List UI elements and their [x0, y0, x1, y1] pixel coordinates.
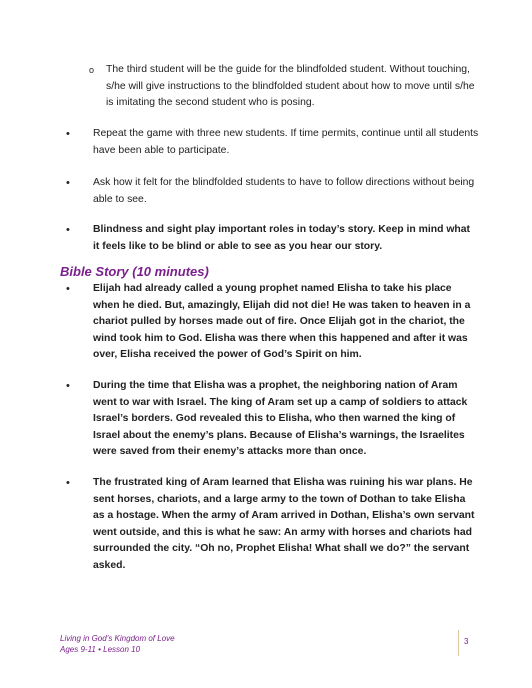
- bullet-icon: •: [66, 283, 70, 295]
- story-item-text: During the time that Elisha was a prophet, the neighboring nation of Aram went to war with Israel. The king of Aram set up a camp of soldiers to attack Israel’s borders. God revealed this to Elisha, who then warned the king of Israel about the enemy’s plans. Because of Elisha’s warnings, the Israelites were saved from their enemy’s attacks more than once.: [93, 380, 468, 458]
- story-item: [66, 281, 479, 364]
- bullet-icon: •: [66, 477, 70, 489]
- story-item: [66, 378, 479, 461]
- footer-divider: [458, 630, 459, 656]
- footer-lesson-info: Ages 9-11 • Lesson 10: [60, 645, 141, 654]
- list-item-text: Ask how it felt for the blindfolded students to have to follow directions without being able to see.: [93, 177, 475, 205]
- page-number: 3: [464, 637, 469, 646]
- list-item: [66, 175, 479, 208]
- footer-text: [60, 633, 175, 655]
- sub-item-text: The third student will be the guide for the blindfolded student. Without touching, s/he will give instructions to the blindfolded student about how to move until s/he is imitating the second student who is posing.: [106, 64, 475, 109]
- list-item-text: Repeat the game with three new students. If time permits, continue until all students have been able to participate.: [93, 128, 479, 156]
- list-item-text: Blindness and sight play important roles in today’s story. Keep in mind what it feels like to be blind or able to see as you hear our story.: [93, 224, 471, 252]
- list-item: [66, 126, 479, 159]
- bullet-icon: •: [66, 177, 70, 189]
- bullet-icon: •: [66, 380, 70, 392]
- footer-curriculum-title: Living in God’s Kingdom of Love: [60, 634, 175, 643]
- section-heading: Bible Story (10 minutes): [60, 264, 209, 279]
- sub-list-item: [89, 62, 476, 112]
- story-item-text: Elijah had already called a young prophet named Elisha to take his place when he died. But, amazingly, Elijah did not die! He was taken to heaven in a chariot pulled by horses made out of fire. Once Elijah got in the chariot, the wind took him to God. Elisha was there when this happened and after it was over, Elisha received the power of God’s Spirit on him.: [93, 283, 471, 361]
- bullet-icon: •: [66, 128, 70, 140]
- sub-bullet-marker: o: [89, 65, 95, 75]
- bullet-icon: •: [66, 224, 70, 236]
- story-item: [66, 475, 479, 575]
- story-item-text: The frustrated king of Aram learned that Elisha was ruining his war plans. He sent horses, chariots, and a large army to the town of Dothan to take Elisha as a hostage. When the army of Aram arrived in Dothan, Elisha’s own servant went outside, and this is what he saw: An army with horses and chariots had surrounded the city. “Oh no, Prophet Elisha! What shall we do?” the servant asked.: [93, 477, 475, 571]
- list-item: [66, 222, 479, 255]
